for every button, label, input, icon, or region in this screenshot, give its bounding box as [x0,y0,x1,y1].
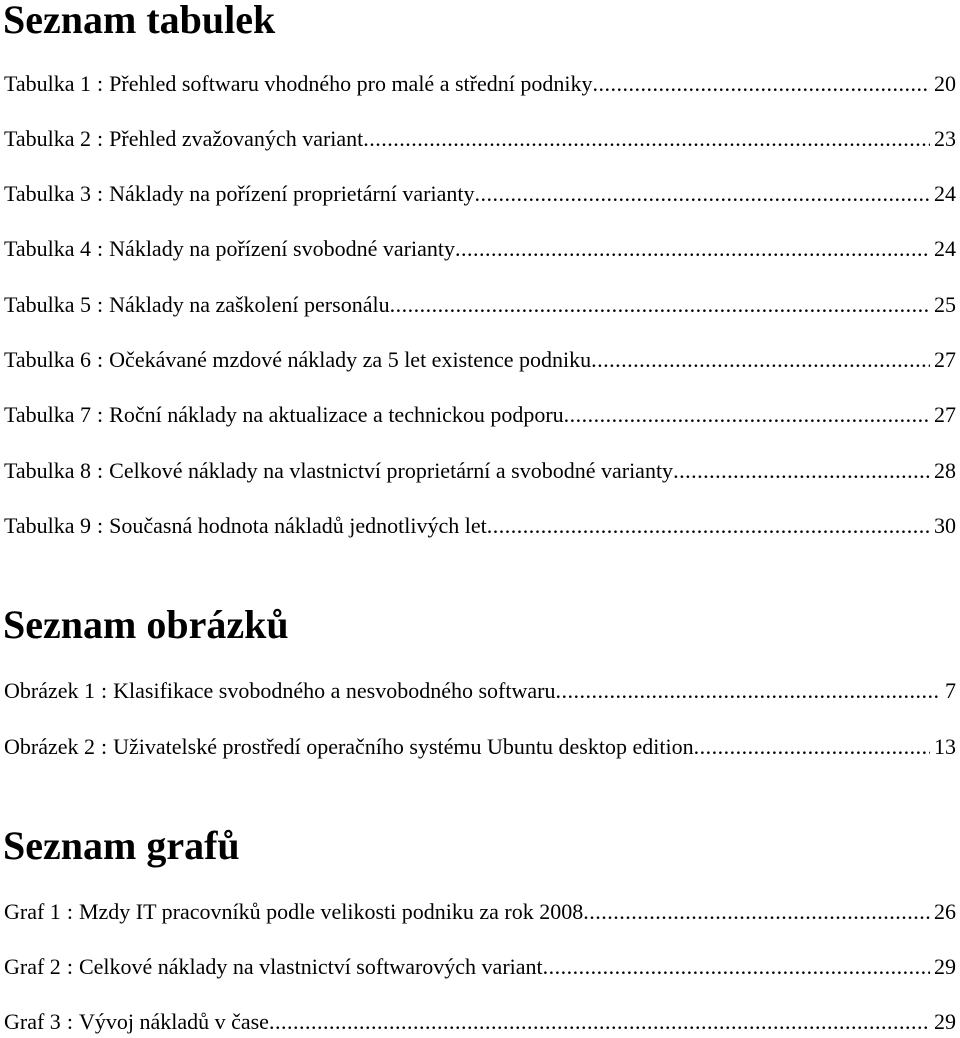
entry-page-number: 20 [934,71,956,96]
entry-page-number: 29 [934,1009,956,1034]
entry-prefix: Graf 3 [4,1009,61,1034]
entry-label [4,345,591,375]
toc-entry[interactable] [4,456,956,486]
entry-label [4,69,592,99]
dot-leader [555,676,941,706]
entry-separator: : [66,899,73,924]
entry-separator: : [101,734,108,759]
dot-leader [543,952,930,982]
section-title-charts: Seznam grafů [3,823,240,868]
toc-entry[interactable] [4,952,956,982]
entry-separator: : [101,678,108,703]
toc-entry[interactable] [4,345,956,375]
toc-entry[interactable] [4,290,956,320]
dot-leader [583,897,930,927]
entry-page-number: 26 [934,899,956,924]
toc-entry[interactable] [4,69,956,99]
entry-prefix: Tabulka 8 [4,458,92,483]
entry-text: Náklady na zaškolení personálu [109,292,390,317]
entry-label [4,179,474,209]
toc-entry[interactable] [4,234,956,264]
entry-label [4,234,455,264]
entry-prefix: Tabulka 5 [4,292,92,317]
entry-text: Náklady na pořízení proprietární varianty [109,181,475,206]
dot-leader [487,511,930,541]
entry-label [4,290,390,320]
entry-prefix: Tabulka 9 [4,513,92,538]
section-title-tables: Seznam tabulek [3,0,276,42]
entry-page-number: 24 [934,236,956,261]
entry-prefix: Tabulka 4 [4,236,92,261]
toc-entry[interactable] [4,1007,956,1037]
entry-text: Očekávané mzdové náklady za 5 let existence podniku [109,347,592,372]
toc-entry[interactable] [4,732,956,762]
entry-page-number: 7 [945,678,956,703]
dot-leader [564,400,930,430]
toc-entry[interactable] [4,124,956,154]
dot-leader [474,179,930,209]
dot-leader [694,732,930,762]
entry-prefix: Tabulka 7 [4,402,92,427]
entry-label [4,1007,269,1037]
toc-entry[interactable] [4,400,956,430]
entry-page-number: 13 [934,734,956,759]
section-title-figures: Seznam obrázků [3,602,289,647]
entry-prefix: Tabulka 1 [4,71,92,96]
entry-separator: : [66,954,73,979]
dot-leader [591,345,930,375]
dot-leader [673,456,930,486]
entry-text: Přehled softwaru vhodného pro malé a střední podniky [109,71,593,96]
entry-label [4,511,487,541]
entry-separator: : [97,458,104,483]
toc-entry[interactable] [4,179,956,209]
entry-text: Náklady na pořízení svobodné varianty [109,236,455,261]
entry-separator: : [97,126,104,151]
entry-text: Celkové náklady na vlastnictví proprietární a svobodné varianty [109,458,674,483]
entry-prefix: Tabulka 2 [4,126,92,151]
entry-text: Roční náklady na aktualizace a technickou podporu [109,402,564,427]
entry-text: Vývoj nákladů v čase [78,1009,269,1034]
entry-separator: : [97,71,104,96]
entry-prefix: Graf 1 [4,899,61,924]
dot-leader [390,290,930,320]
entry-label [4,456,673,486]
entry-page-number: 28 [934,458,956,483]
entry-separator: : [97,236,104,261]
entry-text: Současná hodnota nákladů jednotlivých let [109,513,487,538]
entry-label [4,897,583,927]
entry-page-number: 27 [934,402,956,427]
entry-page-number: 29 [934,954,956,979]
entry-page-number: 27 [934,347,956,372]
entry-separator: : [66,1009,73,1034]
entry-separator: : [97,347,104,372]
entry-label [4,732,694,762]
entry-separator: : [97,181,104,206]
entry-text: Klasifikace svobodného a nesvobodného softwaru [113,678,556,703]
entry-page-number: 30 [934,513,956,538]
toc-entry[interactable] [4,511,956,541]
entry-label [4,124,363,154]
dot-leader [363,124,930,154]
entry-text: Mzdy IT pracovníků podle velikosti podniku za rok 2008 [78,899,584,924]
entry-text: Celkové náklady na vlastnictví softwarových variant [78,954,543,979]
entry-page-number: 25 [934,292,956,317]
entry-prefix: Obrázek 2 [4,734,96,759]
entry-label [4,952,543,982]
toc-entry[interactable] [4,897,956,927]
entry-separator: : [97,513,104,538]
entry-prefix: Obrázek 1 [4,678,96,703]
dot-leader [269,1007,930,1037]
toc-entry[interactable] [4,676,956,706]
dot-leader [455,234,930,264]
entry-prefix: Tabulka 6 [4,347,92,372]
entry-separator: : [97,292,104,317]
entry-label [4,400,564,430]
entry-text: Uživatelské prostředí operačního systému Ubuntu desktop edition [113,734,694,759]
entry-label [4,676,555,706]
entry-text: Přehled zvažovaných variant [109,126,364,151]
entry-page-number: 24 [934,181,956,206]
entry-separator: : [97,402,104,427]
dot-leader [592,69,930,99]
entry-prefix: Tabulka 3 [4,181,92,206]
entry-page-number: 23 [934,126,956,151]
entry-prefix: Graf 2 [4,954,61,979]
